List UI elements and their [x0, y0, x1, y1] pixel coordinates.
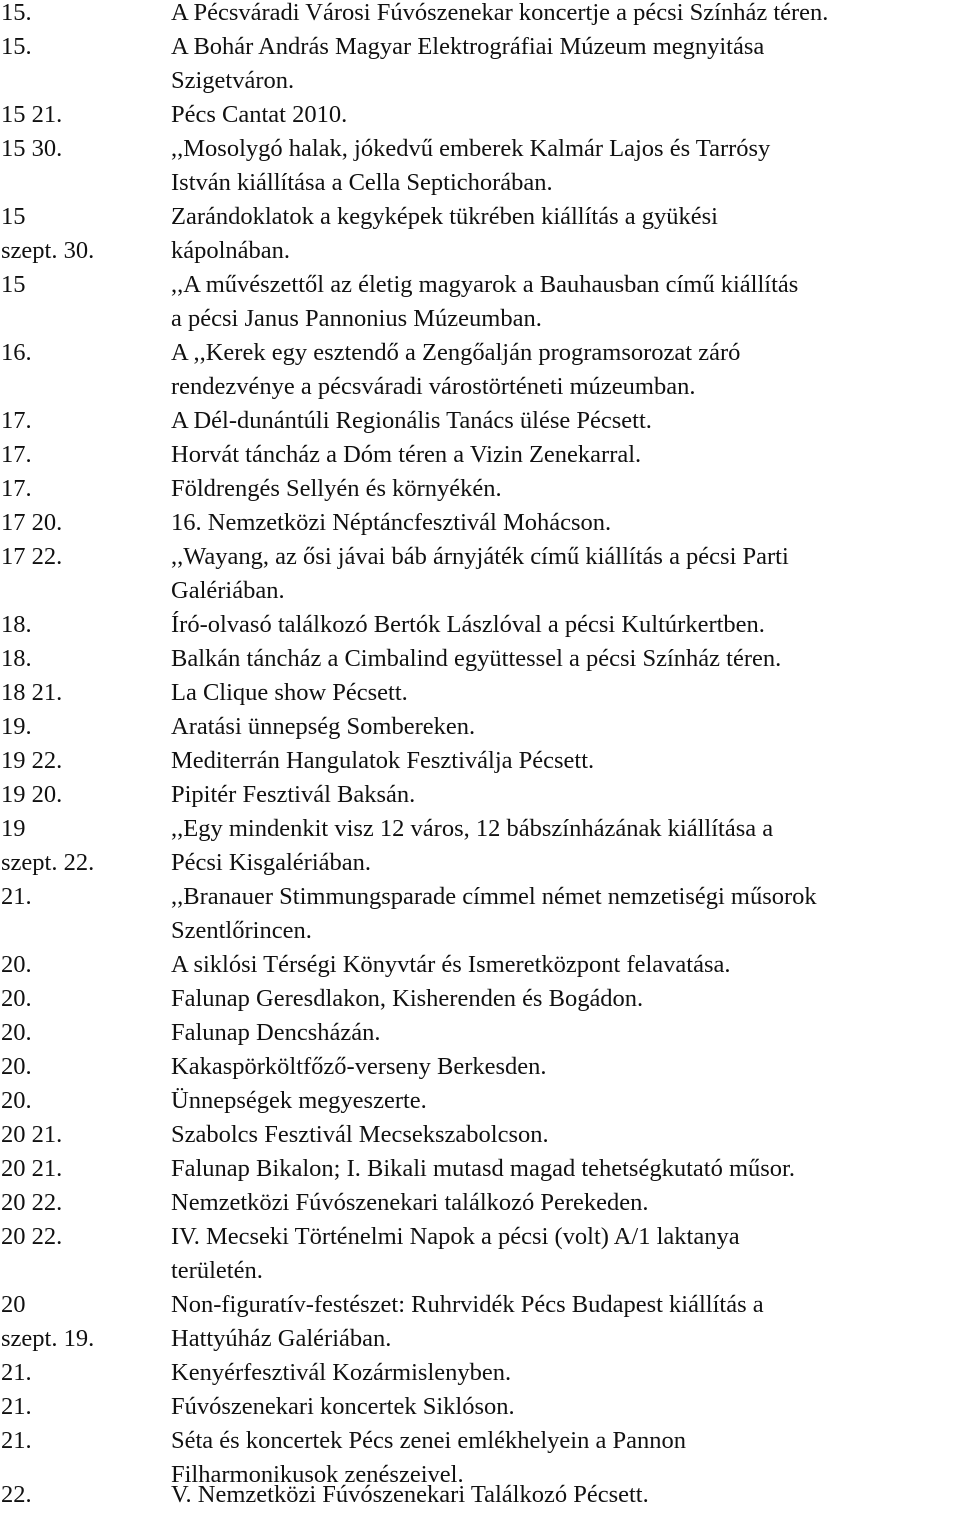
event-text: ,,Wayang, az ősi jávai báb árnyjáték című kiállítás a pécsi Parti Galériában. [171, 543, 789, 604]
event-text: Kakaspörköltfőző-verseny Berkesden. [171, 1053, 547, 1080]
event-date: 22. [1, 1481, 32, 1508]
event-date: 17. [1, 475, 32, 502]
event-text: Író-olvasó találkozó Bertók Lászlóval a pécsi Kultúrkertben. [171, 611, 765, 638]
event-date: 20 21. [1, 1121, 63, 1148]
event-date: 17. [1, 407, 32, 434]
event-date: 20. [1, 1019, 32, 1046]
event-text: Falunap Geresdlakon, Kisherenden és Bogádon. [171, 985, 644, 1012]
event-date: 18 21. [1, 679, 63, 706]
event-text: ,,Egy mindenkit visz 12 város, 12 bábszínházának kiállítása a Pécsi Kisgalériában. [171, 815, 774, 876]
event-date: 21. [1, 1427, 32, 1454]
event-text: A Bohár András Magyar Elektrográfiai Múzeum megnyitása Szigetváron. [171, 33, 765, 94]
event-date: 20 21. [1, 1155, 63, 1182]
event-text: Séta és koncertek Pécs zenei emlékhelyein a Pannon Filharmonikusok zenészeivel. [171, 1427, 686, 1488]
event-text: Nemzetközi Fúvószenekari találkozó Perekeden. [171, 1189, 649, 1216]
event-date: 19 szept. 22. [1, 815, 95, 876]
event-text: ,,Branauer Stimmungsparade címmel német nemzetiségi műsorok Szentlőrincen. [171, 883, 817, 944]
event-text: Fúvószenekari koncertek Siklóson. [171, 1393, 515, 1420]
event-date: 17 22. [1, 543, 63, 570]
event-date: 19 22. [1, 747, 63, 774]
event-text: Ünnepségek megyeszerte. [171, 1087, 427, 1114]
event-date: 15. [1, 33, 32, 60]
event-text: Non-figuratív-festészet: Ruhrvidék Pécs Budapest kiállítás a Hattyúház Galériában. [171, 1291, 764, 1352]
event-date: 15 [1, 271, 26, 298]
event-text: Aratási ünnepség Sombereken. [171, 713, 476, 740]
event-text: Balkán táncház a Cimbalind együttessel a pécsi Színház téren. [171, 645, 782, 672]
event-text: A Dél-dunántúli Regionális Tanács ülése Pécsett. [171, 407, 652, 434]
event-text: Pipitér Fesztivál Baksán. [171, 781, 416, 808]
event-text: Falunap Bikalon; I. Bikali mutasd magad tehetségkutató műsor. [171, 1155, 795, 1182]
event-date: 20 22. [1, 1189, 63, 1216]
event-text: Zarándoklatok a kegyképek tükrében kiállítás a gyükési kápolnában. [171, 203, 718, 264]
event-date: 15 szept. 30. [1, 203, 95, 264]
event-date: 20. [1, 985, 32, 1012]
event-date: 20 szept. 19. [1, 1291, 95, 1352]
event-date: 20. [1, 951, 32, 978]
event-text: ,,A művészettől az életig magyarok a Bauhausban című kiállítás a pécsi Janus Pannonius Múzeumban. [171, 271, 799, 332]
event-text: Horvát táncház a Dóm téren a Vizin Zenekarral. [171, 441, 642, 468]
event-text: La Clique show Pécsett. [171, 679, 408, 706]
event-date: 16. [1, 339, 32, 366]
event-date: 15. [1, 0, 32, 26]
event-date: 20. [1, 1087, 32, 1114]
event-date: 17. [1, 441, 32, 468]
event-text: A ,,Kerek egy esztendő a Zengőalján programsorozat záró rendezvénye a pécsváradi várostörténeti múzeumban. [171, 339, 741, 400]
event-text: A siklósi Térségi Könyvtár és Ismeretközpont felavatása. [171, 951, 731, 978]
event-text: Földrengés Sellyén és környékén. [171, 475, 502, 502]
event-date: 20 22. [1, 1223, 63, 1250]
event-text: A Pécsváradi Városi Fúvószenekar koncertje a pécsi Színház téren. [171, 0, 829, 26]
event-text: Mediterrán Hangulatok Fesztiválja Pécsett. [171, 747, 595, 774]
event-date: 20. [1, 1053, 32, 1080]
event-date: 18. [1, 611, 32, 638]
event-text: V. Nemzetközi Fúvószenekari Találkozó Pécsett. [171, 1481, 649, 1508]
event-text: Pécs Cantat 2010. [171, 101, 348, 128]
event-date: 15 21. [1, 101, 63, 128]
event-date: 19. [1, 713, 32, 740]
event-text: 16. Nemzetközi Néptáncfesztivál Mohácson. [171, 509, 612, 536]
event-date: 19 20. [1, 781, 63, 808]
event-text: Szabolcs Fesztivál Mecsekszabolcson. [171, 1121, 549, 1148]
event-date: 21. [1, 883, 32, 910]
event-date: 21. [1, 1393, 32, 1420]
event-date: 21. [1, 1359, 32, 1386]
event-text: IV. Mecseki Történelmi Napok a pécsi (volt) A/1 laktanya területén. [171, 1223, 740, 1284]
event-text: Kenyérfesztivál Kozármislenyben. [171, 1359, 512, 1386]
event-text: ,,Mosolygó halak, jókedvű emberek Kalmár Lajos és Tarrósy István kiállítása a Cella Septichorában. [171, 135, 771, 196]
event-date: 17 20. [1, 509, 63, 536]
event-date: 15 30. [1, 135, 63, 162]
event-text: Falunap Dencsházán. [171, 1019, 381, 1046]
event-date: 18. [1, 645, 32, 672]
